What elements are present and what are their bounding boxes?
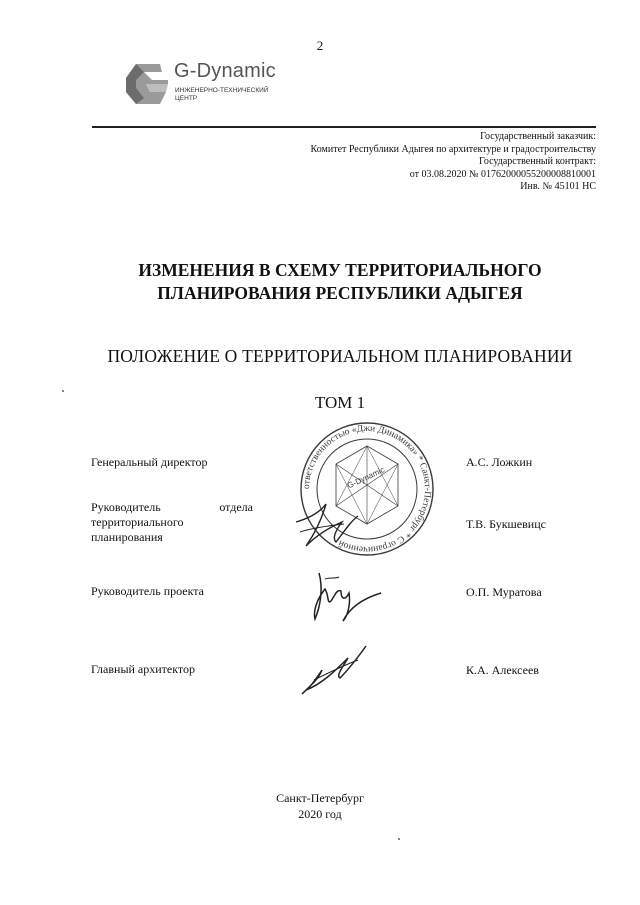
role-general-director: Генеральный директор [91, 455, 208, 469]
company-logo [122, 58, 282, 110]
customer-line2: Комитет Республики Адыгея по архитектуре и градостроительству [310, 143, 596, 155]
customer-line5: Инв. № 45101 НС [520, 181, 596, 192]
customer-line3: Государственный контракт: [478, 156, 596, 167]
logo-title: G-Dynamic [174, 60, 276, 82]
role-department-head-line3: планирования [91, 530, 163, 544]
role-chief-architect: Главный архитектор [91, 662, 195, 676]
role-department-head-line1b: отдела [219, 500, 253, 514]
role-department-head [91, 500, 253, 545]
logo-subtitle-line2: ЦЕНТР [175, 95, 198, 102]
document-subtitle: ПОЛОЖЕНИЕ О ТЕРРИТОРИАЛЬНОМ ПЛАНИРОВАНИИ [107, 346, 573, 366]
signature-chief-architect [296, 640, 372, 700]
page-number: 2 [316, 38, 324, 53]
header-divider [92, 126, 596, 128]
role-department-head-line1: Руководитель [91, 500, 161, 514]
signature-project-lead [305, 565, 387, 625]
customer-block [176, 131, 596, 194]
name-chief-architect: К.А. Алексеев [466, 663, 539, 677]
scan-speck [398, 838, 400, 840]
title-line2: ПЛАНИРОВАНИЯ РЕСПУБЛИКИ АДЫГЕЯ [157, 283, 523, 303]
name-project-lead: О.П. Муратова [466, 585, 542, 599]
seal-center-text: G-Dynamic [345, 465, 386, 491]
volume-label: ТОМ 1 [314, 393, 366, 412]
customer-line4: от 03.08.2020 № 0176200005520000881000​1 [409, 168, 596, 180]
role-project-lead: Руководитель проекта [91, 584, 204, 598]
document-footer [0, 790, 640, 822]
logo-subtitle [175, 87, 268, 103]
name-general-director: А.С. Ложкин [466, 455, 533, 469]
seal-ring-text: ответственностью «Джи Динамика» * Санкт-Петербург * С ограниченной [301, 423, 433, 555]
footer-city: Санкт-Петербург [276, 791, 364, 805]
role-department-head-line2: территориального [91, 515, 184, 529]
signature-department-head [292, 492, 362, 554]
name-department-head: Т.В. Букшевицс [466, 517, 546, 531]
scan-speck [62, 390, 64, 392]
footer-year: 2020 год [298, 807, 342, 821]
logo-subtitle-line1: ИНЖЕНЕРНО-ТЕХНИЧЕСКИЙ [175, 87, 269, 94]
g-dynamic-logo-icon [122, 58, 172, 110]
document-title [60, 259, 620, 305]
customer-line1: Государственный заказчик: [480, 131, 596, 142]
title-line1: ИЗМЕНЕНИЯ В СХЕМУ ТЕРРИТОРИАЛЬНОГО [138, 260, 542, 280]
